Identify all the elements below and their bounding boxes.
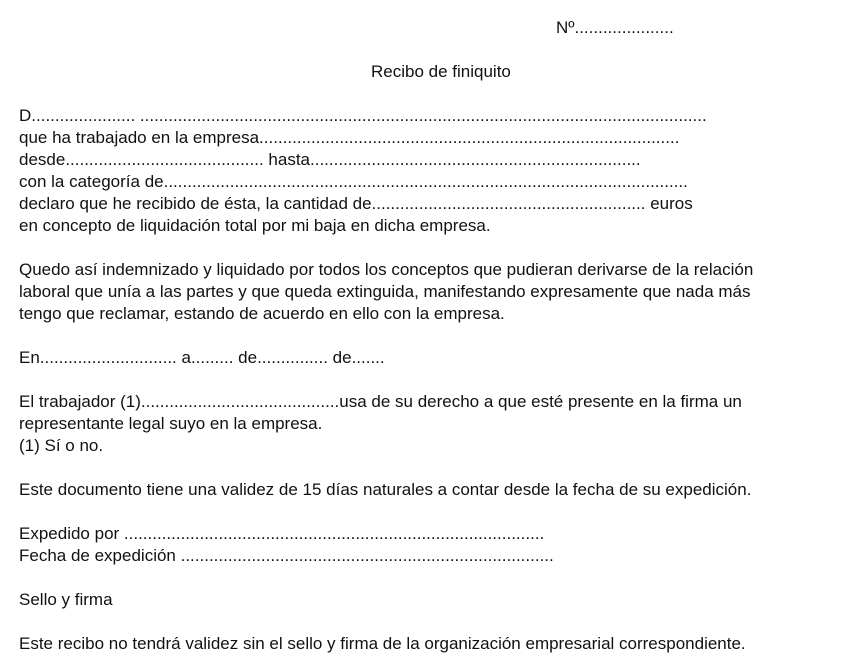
worker-clause-footnote: (1) Sí o no. — [19, 436, 104, 455]
form-line-name: D...................... ........................................................................................................................ — [19, 106, 707, 125]
seal-signature-label: Sello y firma — [19, 590, 113, 609]
paragraph-line: Quedo así indemnizado y liquidado por todos los conceptos que pudieran derivarse de la relación — [19, 260, 754, 279]
issue-date-line: Fecha de expedición ............................................................................... — [19, 546, 554, 565]
issued-by-line: Expedido por ......................................................................................... — [19, 524, 545, 543]
form-line-category: con la categoría de............................................................................................................... — [19, 172, 688, 191]
document-title: Recibo de finiquito — [371, 62, 511, 81]
receipt-number: Nº..................... — [556, 18, 674, 37]
validity-statement: Este documento tiene una validez de 15 días naturales a contar desde la fecha de su expedición. — [19, 480, 752, 499]
place-date-line: En............................. a......... de............... de....... — [19, 348, 385, 367]
form-line-amount: declaro que he recibido de ésta, la cantidad de.......................................................... euros — [19, 194, 693, 213]
form-line-concept: en concepto de liquidación total por mi baja en dicha empresa. — [19, 216, 491, 235]
worker-clause-line: El trabajador (1)..........................................usa de su derecho a que esté presente en la firma un — [19, 392, 742, 411]
form-line-dates: desde.......................................... hasta...................................................................... — [19, 150, 641, 169]
footer-note: Este recibo no tendrá validez sin el sello y firma de la organización empresarial correspondiente. — [19, 634, 746, 653]
paragraph-line: laboral que unía a las partes y que queda extinguida, manifestando expresamente que nada más — [19, 282, 751, 301]
form-line-company: que ha trabajado en la empresa......................................................................................... — [19, 128, 680, 147]
worker-clause-line: representante legal suyo en la empresa. — [19, 414, 323, 433]
paragraph-line: tengo que reclamar, estando de acuerdo en ello con la empresa. — [19, 304, 505, 323]
